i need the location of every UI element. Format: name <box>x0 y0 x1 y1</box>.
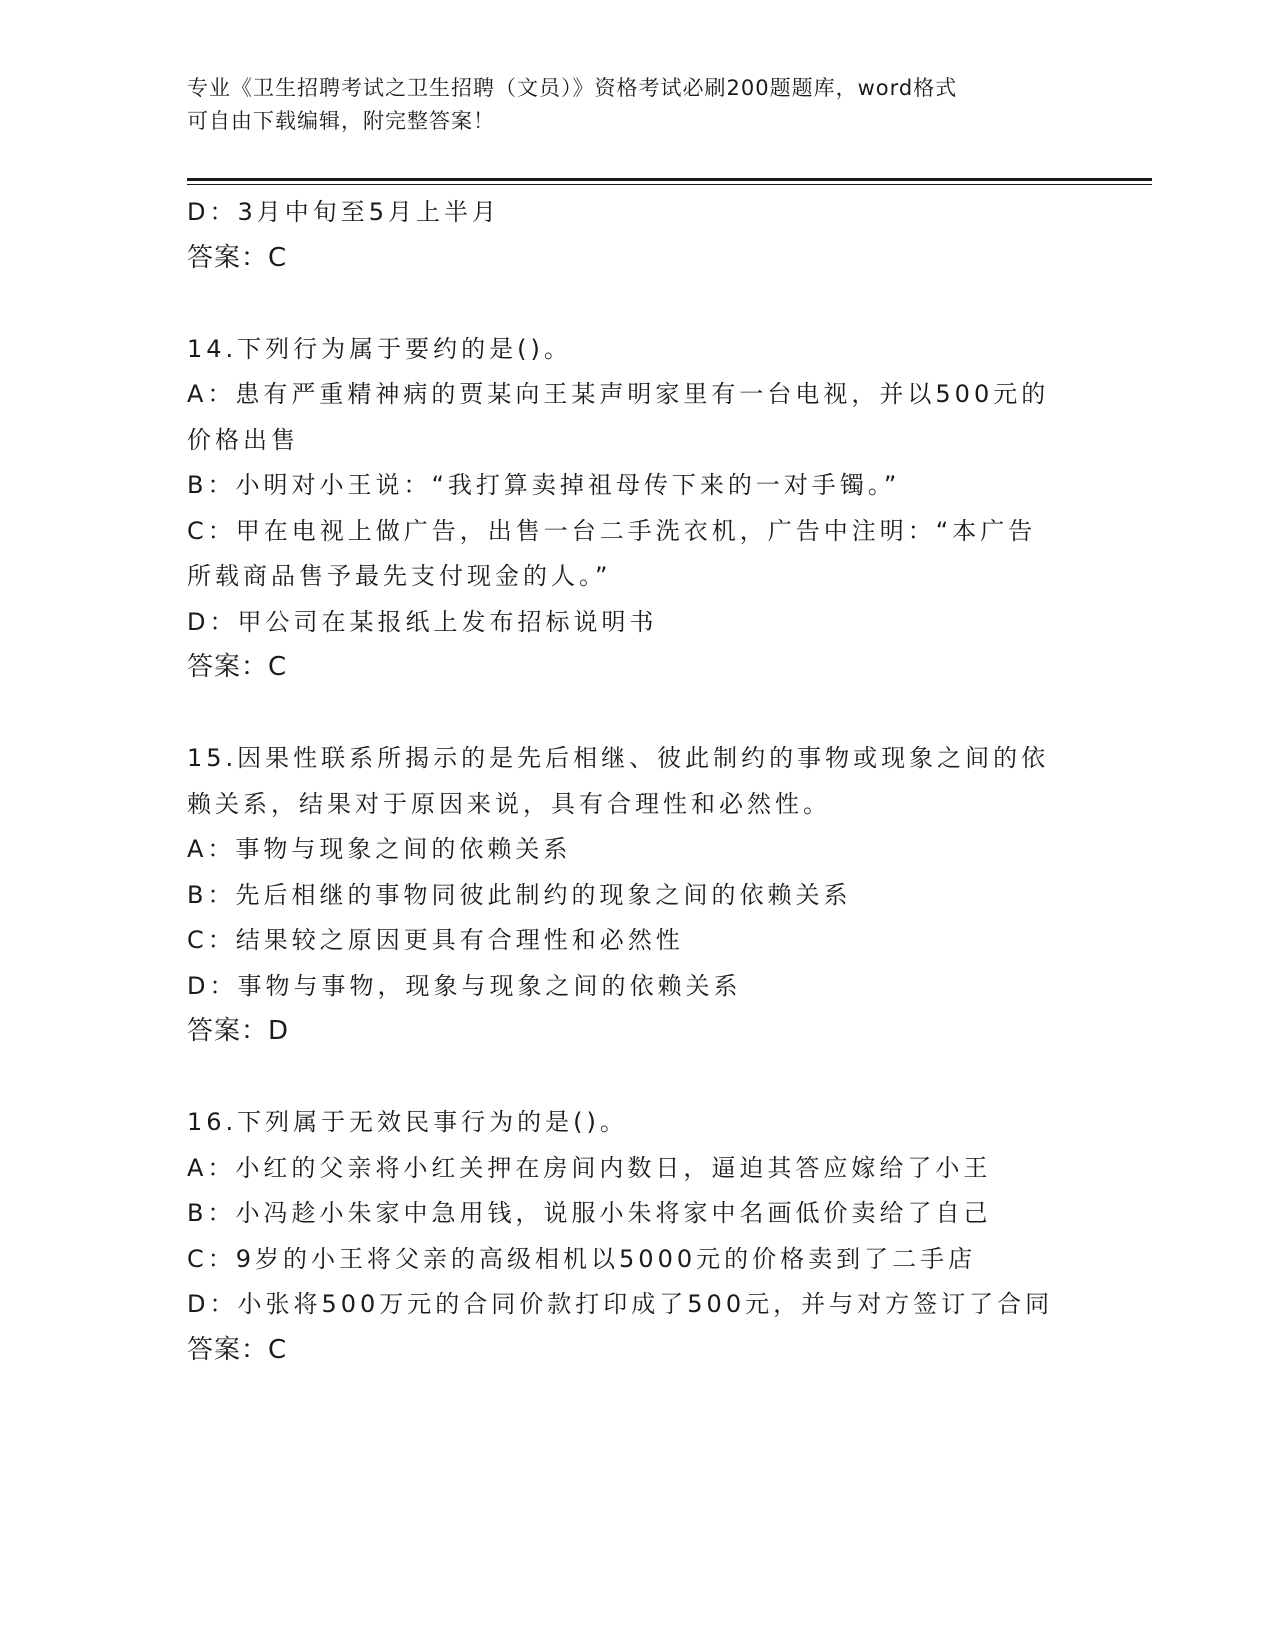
question-stem-continued: 赖关系，结果对于原因来说，具有合理性和必然性。 <box>187 789 831 818</box>
option-d: D：甲公司在某报纸上发布招标说明书 <box>187 607 658 636</box>
option-d: D：3月中旬至5月上半月 <box>187 198 501 226</box>
spacer <box>187 691 1087 737</box>
option-d: D：事物与事物，现象与现象之间的依赖关系 <box>187 971 742 1000</box>
answer: 答案：C <box>187 1334 288 1365</box>
option-a: A：患有严重精神病的贾某向王某声明家里有一台电视，并以500元的 <box>187 380 1050 408</box>
question-15 <box>187 736 1087 1055</box>
question-16 <box>187 1100 1087 1373</box>
option-c: C：结果较之原因更具有合理性和必然性 <box>187 926 684 954</box>
spacer <box>187 1055 1087 1101</box>
option-d: D：小张将500万元的合同价款打印成了500元，并与对方签订了合同 <box>187 1290 1054 1318</box>
document-header <box>187 72 1087 138</box>
question-stem: 16.下列属于无效民事行为的是()。 <box>187 1108 628 1136</box>
header-divider-thick <box>187 178 1152 181</box>
option-b: B：先后相继的事物同彼此制约的现象之间的依赖关系 <box>187 880 852 909</box>
question-14 <box>187 327 1087 691</box>
option-a: A：事物与现象之间的依赖关系 <box>187 835 572 863</box>
option-c: C：甲在电视上做广告，出售一台二手洗衣机，广告中注明：“本广告 <box>187 516 1037 545</box>
option-b: B：小明对小王说：“我打算卖掉祖母传下来的一对手镯。” <box>187 471 901 499</box>
header-divider-thin <box>187 184 1152 185</box>
header-line-2: 可自由下载编辑，附完整答案！ <box>187 109 495 133</box>
answer: 答案：D <box>187 1016 290 1046</box>
answer: 答案：C <box>187 242 288 273</box>
answer: 答案：C <box>187 652 288 682</box>
question-stem: 14.下列行为属于要约的是()。 <box>187 334 572 363</box>
option-b: B：小冯趁小朱家中急用钱，说服小朱将家中名画低价卖给了自己 <box>187 1199 992 1227</box>
option-c: C：9岁的小王将父亲的高级相机以5000元的价格卖到了二手店 <box>187 1244 977 1273</box>
header-line-1: 专业《卫生招聘考试之卫生招聘（文员）》资格考试必刷200题题库，word格式 <box>187 76 958 100</box>
question-stem: 15.因果性联系所揭示的是先后相继、彼此制约的事物或现象之间的依 <box>187 744 1050 772</box>
option-a: A：小红的父亲将小红关押在房间内数日，逼迫其答应嫁给了小王 <box>187 1153 992 1182</box>
spacer <box>187 281 1087 327</box>
question-content <box>187 190 1087 1373</box>
option-a-continued: 价格出售 <box>187 425 299 454</box>
option-c-continued: 所载商品售予最先支付现金的人。” <box>187 562 612 590</box>
